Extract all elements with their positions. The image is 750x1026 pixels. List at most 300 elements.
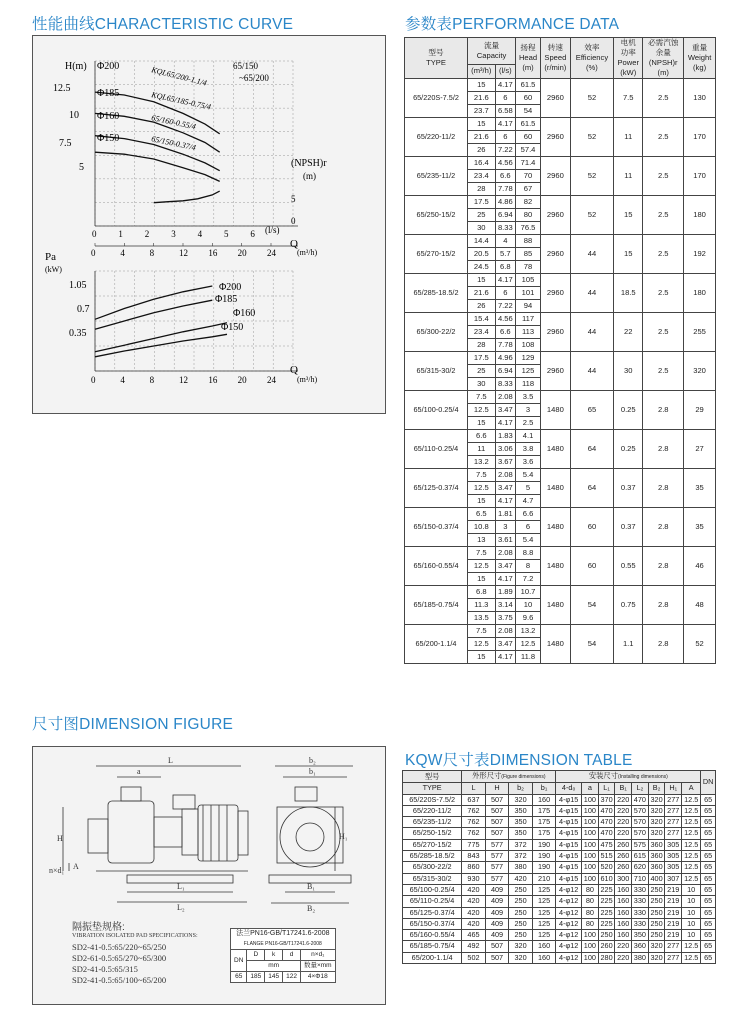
perf-cell-h: 82 <box>516 196 541 209</box>
hq-xlabel-q: Q <box>290 238 298 250</box>
perf-cell-h: 101 <box>516 287 541 300</box>
perf-cell-npsh: 2.8 <box>643 391 684 430</box>
perf-cell-ls: 1.89 <box>495 586 515 599</box>
perf-cell-q: 6.6 <box>468 430 496 443</box>
lbl-nd1: n×d₁ <box>49 866 65 875</box>
series-label-185: Φ185 <box>97 88 120 99</box>
perf-cell-q: 13.5 <box>468 612 496 625</box>
dim-col-header: b₂ <box>509 783 533 794</box>
perf-cell-ls: 3.47 <box>495 638 515 651</box>
lbl-b2: b₂ <box>309 756 316 765</box>
dim-cell: 65 <box>701 918 716 929</box>
dim-cell: 175 <box>532 805 556 816</box>
perf-cell-h: 78 <box>516 261 541 274</box>
perf-cell-eff: 52 <box>570 196 613 235</box>
dim-cell: 160 <box>615 907 632 918</box>
dim-row <box>403 918 716 929</box>
dim-cell: 4-φ15 <box>556 839 582 850</box>
dim-cell: 570 <box>632 817 649 828</box>
perf-cell-type: 65/110-0.25/4 <box>405 430 468 469</box>
dim-cell: 65 <box>701 851 716 862</box>
model-label-3: 65/150-0.37/4 <box>150 134 197 153</box>
perf-h-ls: (l/s) <box>495 64 515 78</box>
perf-cell-speed: 1480 <box>540 586 570 625</box>
perf-cell-ls: 2.08 <box>495 391 515 404</box>
dim-cell: 409 <box>485 918 509 929</box>
pq-xlabel-q: Q <box>290 364 298 376</box>
dim-cell: 300 <box>615 873 632 884</box>
perf-cell-q: 11 <box>468 443 496 456</box>
dim-cell: 65 <box>701 862 716 873</box>
dim-cell: 420 <box>462 896 486 907</box>
pq-ytick-1: 0.7 <box>77 304 90 315</box>
dim-cell: 65/270-15/2 <box>403 839 462 850</box>
dim-col-header: L₂ <box>632 783 649 794</box>
perf-cell-speed: 2960 <box>540 352 570 391</box>
dim-cell: 930 <box>462 873 486 884</box>
dim-cell: 360 <box>648 862 665 873</box>
perf-cell-type: 65/125-0.37/4 <box>405 469 468 508</box>
flange-val-2: 145 <box>265 972 283 983</box>
dim-cell: 219 <box>665 930 682 941</box>
series-label-200: Φ200 <box>97 61 120 72</box>
motor-flange <box>182 809 198 855</box>
perf-cell-h: 118 <box>516 378 541 391</box>
perf-row <box>405 391 716 404</box>
perf-cell-q: 6.5 <box>468 508 496 521</box>
dim-cell: 260 <box>598 941 615 952</box>
dim-cell: 10 <box>682 884 701 895</box>
perf-cell-h: 108 <box>516 339 541 352</box>
dim-cell: 125 <box>532 884 556 895</box>
dim-cell: 710 <box>632 873 649 884</box>
dim-cell: 4-φ15 <box>556 805 582 816</box>
perf-cell-h: 10.7 <box>516 586 541 599</box>
perf-cell-h: 2.5 <box>516 417 541 430</box>
dim-cell: 65 <box>701 930 716 941</box>
perf-cell-h: 60 <box>516 92 541 105</box>
dim-cell: 12.5 <box>682 805 701 816</box>
perf-cell-npsh: 2.8 <box>643 508 684 547</box>
dim-row <box>403 862 716 873</box>
dim-cell: 577 <box>485 839 509 850</box>
dim-cell: 360 <box>648 839 665 850</box>
perf-cell-ls: 4.56 <box>495 313 515 326</box>
perf-cell-weight: 192 <box>684 235 716 274</box>
dim-cell: 507 <box>485 817 509 828</box>
perf-cell-type: 65/185-0.75/4 <box>405 586 468 625</box>
dim-cell: 250 <box>509 930 533 941</box>
hq-xtick-m3h: 16 <box>208 248 218 258</box>
dim-cell: 12.5 <box>682 828 701 839</box>
perf-row <box>405 157 716 170</box>
dim-col-header: L <box>462 783 486 794</box>
perf-cell-q: 15 <box>468 495 496 508</box>
perf-cell-h: 3.8 <box>516 443 541 456</box>
perf-h-eff: 效率 Efficiency (%) <box>570 38 613 79</box>
dim-cell: 475 <box>598 839 615 850</box>
lbl-A: A <box>73 862 79 871</box>
dim-cell: 360 <box>648 851 665 862</box>
perf-cell-speed: 2960 <box>540 196 570 235</box>
dim-cell: 250 <box>509 907 533 918</box>
perf-cell-q: 28 <box>468 183 496 196</box>
dim-row <box>403 794 716 805</box>
dim-cell: 65 <box>701 817 716 828</box>
perf-cell-h: 6 <box>516 521 541 534</box>
iso-line-0: SD2-41-0.5:65/220~65/250 <box>72 942 167 952</box>
perf-cell-h: 4.1 <box>516 430 541 443</box>
iso-line-2: SD2-41-0.5:65/315 <box>72 964 138 974</box>
perf-cell-weight: 35 <box>684 469 716 508</box>
perf-cell-h: 4.7 <box>516 495 541 508</box>
perf-cell-h: 3.5 <box>516 391 541 404</box>
dim-cell: 220 <box>615 794 632 805</box>
perf-cell-h: 80 <box>516 209 541 222</box>
dim-cell: 125 <box>532 930 556 941</box>
perf-cell-weight: 35 <box>684 508 716 547</box>
dim-cell: 409 <box>485 907 509 918</box>
dim-cell: 380 <box>509 862 533 873</box>
perf-row <box>405 469 716 482</box>
dim-cell: 12.5 <box>682 862 701 873</box>
dim-cell: 65/200-1.1/4 <box>403 952 462 963</box>
perf-cell-power: 0.37 <box>614 508 643 547</box>
model-label-0: KQL65/200-1.1/4 <box>150 65 208 88</box>
flange-val-3: 122 <box>283 972 301 983</box>
dim-row <box>403 839 716 850</box>
dim-cell: 250 <box>648 918 665 929</box>
perf-cell-q: 15.4 <box>468 313 496 326</box>
dim-row <box>403 851 716 862</box>
perf-cell-ls: 1.81 <box>495 508 515 521</box>
perf-cell-type: 65/315-30/2 <box>405 352 468 391</box>
dim-cell: 250 <box>648 930 665 941</box>
perf-cell-ls: 3.14 <box>495 599 515 612</box>
perf-cell-q: 7.5 <box>468 625 496 638</box>
pq-xtick: 0 <box>91 375 96 385</box>
dim-cell: 277 <box>665 794 682 805</box>
pq-xtick: 12 <box>179 375 188 385</box>
perf-cell-npsh: 2.5 <box>643 274 684 313</box>
dim-cell: 420 <box>462 918 486 929</box>
hq-xtick-ls: 5 <box>224 229 229 239</box>
perf-cell-weight: 170 <box>684 118 716 157</box>
dim-cell: 320 <box>648 828 665 839</box>
dim-cell: 219 <box>665 884 682 895</box>
dim-cell: 220 <box>615 828 632 839</box>
dim-cell: 465 <box>462 930 486 941</box>
series-label-160: Φ160 <box>97 111 120 122</box>
perf-cell-npsh: 2.5 <box>643 79 684 118</box>
perf-cell-ls: 6.6 <box>495 170 515 183</box>
perf-cell-ls: 2.08 <box>495 469 515 482</box>
hq-xtick-ls: 0 <box>92 229 97 239</box>
flange-h-nd1: n×d₁ <box>300 950 335 961</box>
perf-cell-q: 26 <box>468 300 496 313</box>
hq-xtick-ls: 4 <box>197 229 203 239</box>
perf-cell-ls: 4.17 <box>495 79 515 92</box>
lbl-a: a <box>137 767 141 776</box>
perf-cell-h: 61.5 <box>516 79 541 92</box>
perf-cell-q: 23.7 <box>468 105 496 118</box>
dim-h-type-en: TYPE <box>403 783 462 794</box>
perf-cell-ls: 7.78 <box>495 339 515 352</box>
perf-cell-eff: 54 <box>570 625 613 664</box>
dim-cell: 65/315-30/2 <box>403 873 462 884</box>
perf-cell-q: 10.8 <box>468 521 496 534</box>
perf-cell-weight: 48 <box>684 586 716 625</box>
perf-cell-npsh: 2.8 <box>643 469 684 508</box>
perf-cell-power: 0.55 <box>614 547 643 586</box>
lbl-L2: L₂ <box>177 903 185 912</box>
curve-chart <box>33 36 385 413</box>
dim-cell: 225 <box>598 918 615 929</box>
hq-ylabel: H(m) <box>65 61 87 72</box>
curve-title: 性能曲线CHARACTERISTIC CURVE <box>32 16 294 33</box>
dim-row <box>403 930 716 941</box>
dim-row <box>403 873 716 884</box>
hq-xtick-ls: 2 <box>144 229 150 239</box>
perf-cell-power: 0.37 <box>614 469 643 508</box>
dim-cell: 260 <box>615 851 632 862</box>
perf-cell-eff: 44 <box>570 274 613 313</box>
dim-cell: 492 <box>462 941 486 952</box>
pq-series-Φ150 <box>95 334 227 357</box>
dim-cell: 65/185-0.75/4 <box>403 941 462 952</box>
dim-cell: 4-φ15 <box>556 794 582 805</box>
dim-col-header: 4-d₀ <box>556 783 582 794</box>
dim-cell: 225 <box>598 896 615 907</box>
inlet-flange <box>88 819 108 853</box>
dim-cell: 80 <box>582 896 599 907</box>
perf-cell-ls: 3 <box>495 521 515 534</box>
flange-val-1: 185 <box>247 972 265 983</box>
dim-cell: 220 <box>615 805 632 816</box>
pq-series-label-185: Φ185 <box>215 294 238 305</box>
dim-cell: 507 <box>485 952 509 963</box>
perf-cell-weight: 180 <box>684 196 716 235</box>
perf-cell-ls: 6 <box>495 287 515 300</box>
perf-cell-ls: 4 <box>495 235 515 248</box>
dim-cell: 762 <box>462 817 486 828</box>
dim-cell: 320 <box>648 817 665 828</box>
perf-cell-h: 61.5 <box>516 118 541 131</box>
perf-cell-ls: 4.17 <box>495 573 515 586</box>
dim-cell: 762 <box>462 805 486 816</box>
perf-cell-q: 21.6 <box>468 131 496 144</box>
dim-cell: 100 <box>582 851 599 862</box>
pq-series-label-150: Φ150 <box>221 322 244 333</box>
dim-cell: 4-φ12 <box>556 918 582 929</box>
dim-col-header: B₁ <box>615 783 632 794</box>
perf-cell-ls: 6 <box>495 92 515 105</box>
dim-cell: 280 <box>598 952 615 963</box>
dim-cell: 372 <box>509 851 533 862</box>
perf-h-capacity: 流量 Capacity <box>468 38 516 65</box>
ls-unit: (l/s) <box>265 225 280 235</box>
npsh-label: (NPSH)r <box>291 158 327 169</box>
dim-cell: 65/125-0.37/4 <box>403 907 462 918</box>
lbl-L1: L₁ <box>177 882 185 891</box>
perf-cell-q: 15 <box>468 118 496 131</box>
perf-cell-ls: 3.67 <box>495 456 515 469</box>
dim-cell: 277 <box>665 817 682 828</box>
perf-cell-ls: 3.75 <box>495 612 515 625</box>
perf-cell-ls: 4.17 <box>495 274 515 287</box>
hq-xtick-ls: 6 <box>250 229 255 239</box>
dimension-table <box>402 770 716 964</box>
perf-cell-npsh: 2.8 <box>643 586 684 625</box>
perf-cell-h: 3 <box>516 404 541 417</box>
dim-row <box>403 896 716 907</box>
perf-cell-q: 12.5 <box>468 638 496 651</box>
dim-cell: 470 <box>632 794 649 805</box>
perf-cell-ls: 4.17 <box>495 417 515 430</box>
perf-cell-q: 6.8 <box>468 586 496 599</box>
perf-cell-q: 30 <box>468 378 496 391</box>
dim-cell: 250 <box>509 884 533 895</box>
perf-cell-ls: 6.58 <box>495 105 515 118</box>
perf-cell-eff: 64 <box>570 469 613 508</box>
perf-cell-eff: 52 <box>570 118 613 157</box>
perf-cell-q: 23.4 <box>468 170 496 183</box>
perf-cell-h: 88 <box>516 235 541 248</box>
dim-cell: 100 <box>582 862 599 873</box>
dim-cell: 160 <box>615 896 632 907</box>
dim-cell: 409 <box>485 884 509 895</box>
dim-cell: 160 <box>532 952 556 963</box>
dim-cell: 305 <box>665 851 682 862</box>
hq-xlabel-unit: (m³/h) <box>297 248 318 257</box>
perf-cell-npsh: 2.8 <box>643 547 684 586</box>
perf-h-npsh: 必需汽蚀 余量 (NPSH)r (m) <box>643 38 684 79</box>
perf-cell-eff: 52 <box>570 157 613 196</box>
perf-cell-h: 60 <box>516 131 541 144</box>
perf-cell-h: 3.6 <box>516 456 541 469</box>
dim-cell: 860 <box>462 862 486 873</box>
perf-cell-q: 12.5 <box>468 482 496 495</box>
perf-row <box>405 547 716 560</box>
perf-cell-power: 0.25 <box>614 391 643 430</box>
dim-cell: 220 <box>615 941 632 952</box>
perf-cell-h: 57.4 <box>516 144 541 157</box>
pq-series-Φ185 <box>95 300 212 329</box>
dim-cell: 350 <box>509 828 533 839</box>
bracket <box>154 817 182 847</box>
flange-table <box>230 928 336 983</box>
dim-cell: 12.5 <box>682 851 701 862</box>
perf-h-weight: 重量 Weight (kg) <box>684 38 716 79</box>
dim-cell: 277 <box>665 828 682 839</box>
dim-cell: 12.5 <box>682 941 701 952</box>
dim-cell: 250 <box>648 884 665 895</box>
perf-cell-h: 129 <box>516 352 541 365</box>
dim-cell: 100 <box>582 817 599 828</box>
perf-cell-ls: 6.94 <box>495 209 515 222</box>
perf-cell-npsh: 2.5 <box>643 157 684 196</box>
pq-xlabel-unit: (m³/h) <box>297 375 318 384</box>
hq-ytick-0: 12.5 <box>53 83 71 94</box>
dim-cell: 65/110-0.25/4 <box>403 896 462 907</box>
dim-cell: 320 <box>509 794 533 805</box>
perf-cell-ls: 4.17 <box>495 118 515 131</box>
perf-cell-ls: 3.47 <box>495 482 515 495</box>
dim-row <box>403 817 716 828</box>
dim-h-type: 型号 <box>403 771 462 783</box>
lbl-H1: H₁ <box>339 832 348 841</box>
dim-cell: 65 <box>701 794 716 805</box>
dim-row <box>403 884 716 895</box>
perf-cell-eff: 60 <box>570 547 613 586</box>
perf-cell-q: 20.5 <box>468 248 496 261</box>
perf-cell-power: 1.1 <box>614 625 643 664</box>
dim-cell: 65/250-15/2 <box>403 828 462 839</box>
dim-cell: 470 <box>598 817 615 828</box>
perf-cell-npsh: 2.8 <box>643 430 684 469</box>
hq-xtick-m3h: 8 <box>149 248 155 258</box>
dim-cell: 65 <box>701 896 716 907</box>
perf-cell-speed: 1480 <box>540 547 570 586</box>
dim-cell: 520 <box>598 862 615 873</box>
perf-cell-h: 10 <box>516 599 541 612</box>
perf-cell-h: 125 <box>516 365 541 378</box>
perf-cell-eff: 60 <box>570 508 613 547</box>
dim-cell: 4-φ15 <box>556 817 582 828</box>
lbl-b1: b₁ <box>309 767 316 776</box>
dim-cell: 220 <box>615 817 632 828</box>
dim-cell: 4-φ15 <box>556 851 582 862</box>
dim-cell: 225 <box>598 907 615 918</box>
perf-row <box>405 352 716 365</box>
dim-cell: 4-φ12 <box>556 884 582 895</box>
motor-fan-cover <box>238 811 248 855</box>
perf-row <box>405 196 716 209</box>
perf-cell-type: 65/100-0.25/4 <box>405 391 468 430</box>
dim-cell: 400 <box>648 873 665 884</box>
perf-cell-h: 6.6 <box>516 508 541 521</box>
perf-cell-ls: 6.8 <box>495 261 515 274</box>
perf-cell-q: 23.4 <box>468 326 496 339</box>
dim-cell: 277 <box>665 952 682 963</box>
dim-cell: 507 <box>485 941 509 952</box>
dim-cell: 210 <box>532 873 556 884</box>
dim-cell: 4-φ12 <box>556 941 582 952</box>
iso-title: 隔振垫规格: <box>72 922 125 933</box>
perf-cell-ls: 4.96 <box>495 352 515 365</box>
dim-cell: 370 <box>598 794 615 805</box>
perf-cell-speed: 1480 <box>540 625 570 664</box>
dim-col-header: B₂ <box>648 783 665 794</box>
perf-cell-h: 54 <box>516 105 541 118</box>
dim-cell: 305 <box>665 839 682 850</box>
dim-cell: 320 <box>509 941 533 952</box>
dim-cell: 190 <box>532 851 556 862</box>
dim-cell: 575 <box>632 839 649 850</box>
dim-cell: 4-φ12 <box>556 930 582 941</box>
hq-ytick-1: 10 <box>69 110 79 121</box>
dim-cell: 219 <box>665 896 682 907</box>
npsh-unit: (m) <box>303 171 316 181</box>
dim-cell: 12.5 <box>682 794 701 805</box>
perf-row <box>405 508 716 521</box>
perf-cell-ls: 2.08 <box>495 625 515 638</box>
perf-cell-q: 15 <box>468 79 496 92</box>
dim-cell: 65 <box>701 941 716 952</box>
dim-col-header: A <box>682 783 701 794</box>
perf-cell-power: 0.25 <box>614 430 643 469</box>
dim-cell: 125 <box>532 896 556 907</box>
